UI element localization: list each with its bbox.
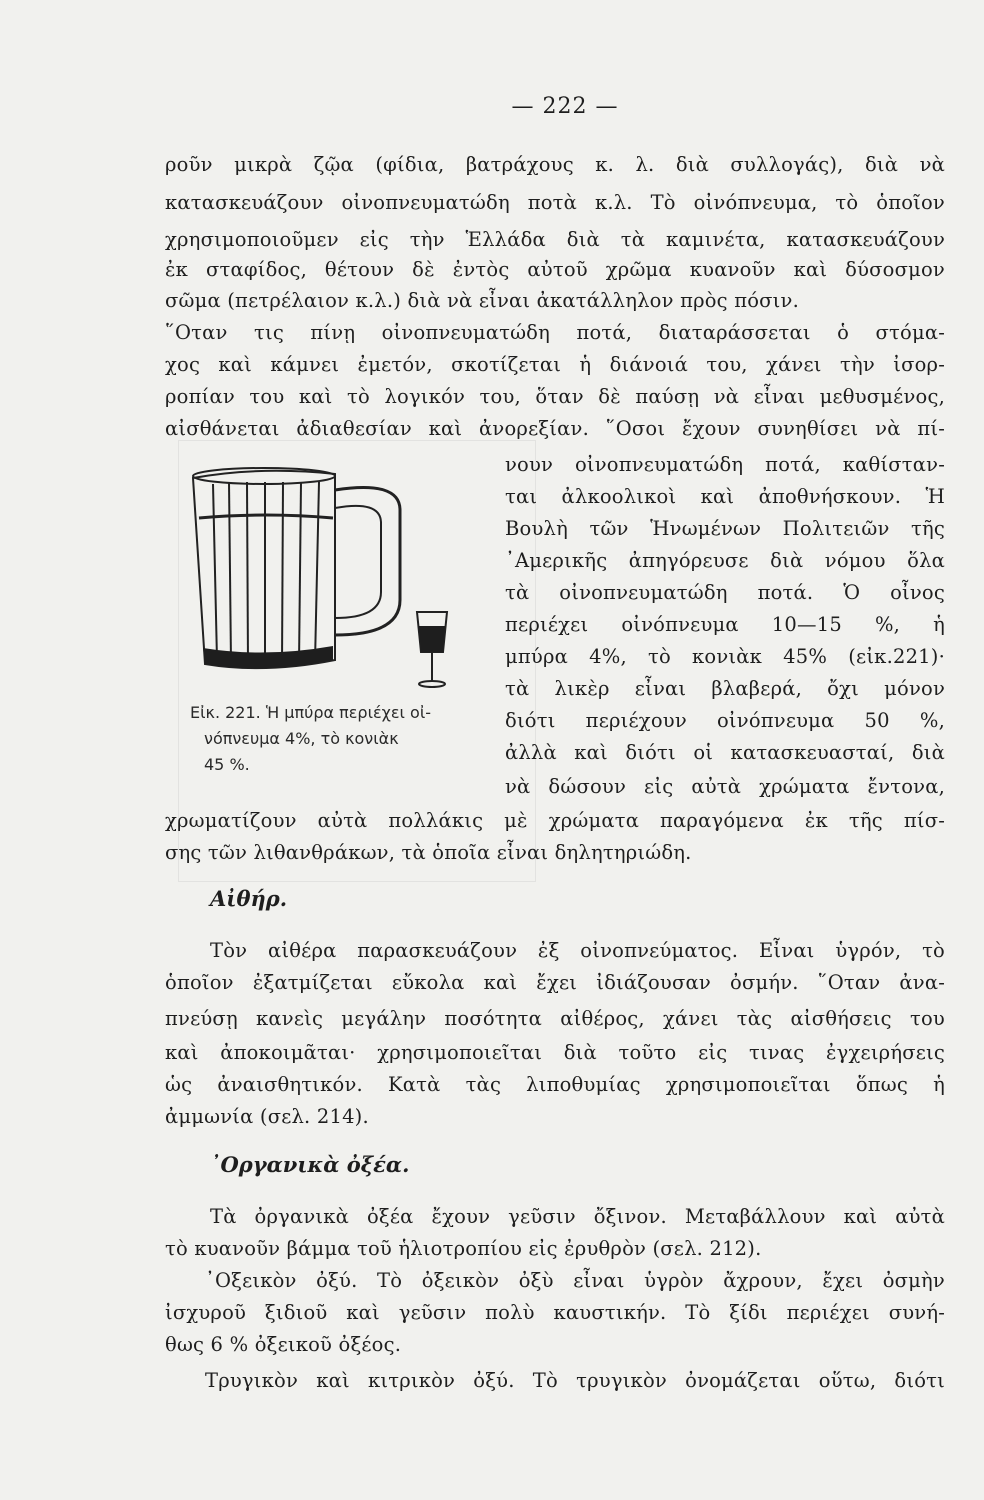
text-line: ὡς ἀναισθητικόν. Κατὰ τὰς λιποθυμίας χρησιμοποιεῖται ὅπως ἡ [165, 1073, 945, 1096]
text-line: αἰσθάνεται ἀδιαθεσίαν καὶ ἀνορεξίαν. ῞Οσοι ἔχουν συνηθίσει νὰ πί- [165, 417, 945, 440]
text-line: ται ἀλκοολικοὶ καὶ ἀποθνήσκουν. Ἡ [505, 485, 945, 508]
text-line: καὶ ἀποκοιμᾶται· χρησιμοποιεῖται διὰ τοῦτο εἰς τινας ἐγχειρήσεις [165, 1041, 945, 1064]
section-heading-organic-acids: ᾿Οργανικὰ ὀξέα. [210, 1152, 410, 1177]
text-line: ὁποῖον ἐξατμίζεται εὔκολα καὶ ἔχει ἰδιάζουσαν ὀσμήν. ῞Οταν ἀνα- [165, 971, 945, 994]
text-line: θως 6 % ὀξεικοῦ ὀξέος. [165, 1333, 402, 1356]
text-line: τὰ λικὲρ εἶναι βλαβερά, ὄχι μόνον [505, 677, 945, 700]
beer-mug-and-liqueur-glass-illustration [185, 460, 475, 700]
text-line: ῞Οταν τις πίνῃ οἰνοπνευματώδη ποτά, διαταράσσεται ὁ στόμα- [165, 321, 945, 344]
text-line: ᾿Οξεικὸν ὀξύ. Τὸ ὀξεικὸν ὀξὺ εἶναι ὑγρὸν ἄχρουν, ἔχει ὀσμὴν [205, 1269, 945, 1292]
text-line: τὰ οἰνοπνευματώδη ποτά. Ὁ οἶνος [505, 581, 945, 604]
text-line: τὸ κυανοῦν βάμμα τοῦ ἡλιοτροπίου εἰς ἐρυθρὸν (σελ. 212). [165, 1237, 762, 1260]
text-line: ἰσχυροῦ ξιδιοῦ καὶ γεῦσιν πολὺ καυστικήν. Τὸ ξίδι περιέχει συνή- [165, 1301, 945, 1324]
text-line: ροῦν μικρὰ ζῷα (φίδια, βατράχους κ. λ. διὰ συλλογάς), διὰ νὰ [165, 153, 945, 176]
text-line: Βουλὴ τῶν Ἡνωμένων Πολιτειῶν τῆς [505, 517, 945, 540]
text-line: νὰ δώσουν εἰς αὐτὰ χρώματα ἔντονα, [505, 775, 945, 798]
text-line: ἀμμωνία (σελ. 214). [165, 1105, 369, 1128]
text-line: ροπίαν του καὶ τὸ λογικόν του, ὅταν δὲ παύσῃ νὰ εἶναι μεθυσμένος, [165, 385, 945, 408]
figure-caption [190, 700, 480, 778]
caption-line: 45 %. [204, 755, 250, 774]
text-line: ᾿Αμερικῆς ἀπηγόρευσε διὰ νόμου ὅλα [505, 549, 945, 572]
page-number: — 222 — [511, 94, 619, 119]
text-line: ἐκ σταφίδος, θέτουν δὲ ἐντὸς αὐτοῦ χρῶμα κυανοῦν καὶ δύσοσμον [165, 258, 945, 281]
text-line: χος καὶ κάμνει ἐμετόν, σκοτίζεται ἡ διάνοιά του, χάνει τὴν ἰσορ- [165, 353, 945, 376]
figure-221 [185, 460, 475, 700]
text-line: διότι περιέχουν οἰνόπνευμα 50 %, [505, 709, 945, 732]
text-line: μπύρα 4%, τὸ κονιὰκ 45% (εἰκ.221)· [505, 645, 945, 668]
text-line: ἀλλὰ καὶ διότι οἱ κατασκευασταί, διὰ [505, 741, 945, 764]
text-line: χρησιμοποιοῦμεν εἰς τὴν Ἑλλάδα διὰ τὰ καμινέτα, κατασκευάζουν [165, 228, 945, 251]
text-line: σῶμα (πετρέλαιον κ.λ.) διὰ νὰ εἶναι ἀκατάλληλον πρὸς πόσιν. [165, 289, 799, 312]
text-line: Τρυγικὸν καὶ κιτρικὸν ὀξύ. Τὸ τρυγικὸν ὀνομάζεται οὕτω, διότι [205, 1369, 945, 1392]
text-line: Τὸν αἰθέρα παρασκευάζουν ἐξ οἰνοπνεύματος. Εἶναι ὑγρόν, τὸ [210, 939, 945, 962]
text-line: Τὰ ὀργανικὰ ὀξέα ἔχουν γεῦσιν ὄξινον. Μεταβάλλουν καὶ αὐτὰ [210, 1205, 945, 1228]
caption-line: Εἰκ. 221. Ἡ μπύρα περιέχει οἰ- [190, 703, 432, 722]
text-line: πνεύσῃ κανεὶς μεγάλην ποσότητα αἰθέρος, χάνει τὰς αἰσθήσεις του [165, 1007, 945, 1030]
text-line: σης τῶν λιθανθράκων, τὰ ὁποῖα εἶναι δηλητηριώδη. [165, 841, 692, 864]
caption-line: νόπνευμα 4%, τὸ κονιὰκ [204, 729, 399, 748]
section-heading-ether: Αἰθήρ. [210, 886, 288, 911]
text-line: χρωματίζουν αὐτὰ πολλάκις μὲ χρώματα παραγόμενα ἐκ τῆς πίσ- [165, 809, 945, 832]
text-line: κατασκευάζουν οἰνοπνευματώδη ποτὰ κ.λ. Τὸ οἰνόπνευμα, τὸ ὁποῖον [165, 191, 945, 214]
text-line: περιέχει οἰνόπνευμα 10—15 %, ἡ [505, 613, 945, 636]
text-line: νουν οἰνοπνευματώδη ποτά, καθίσταν- [505, 453, 945, 476]
